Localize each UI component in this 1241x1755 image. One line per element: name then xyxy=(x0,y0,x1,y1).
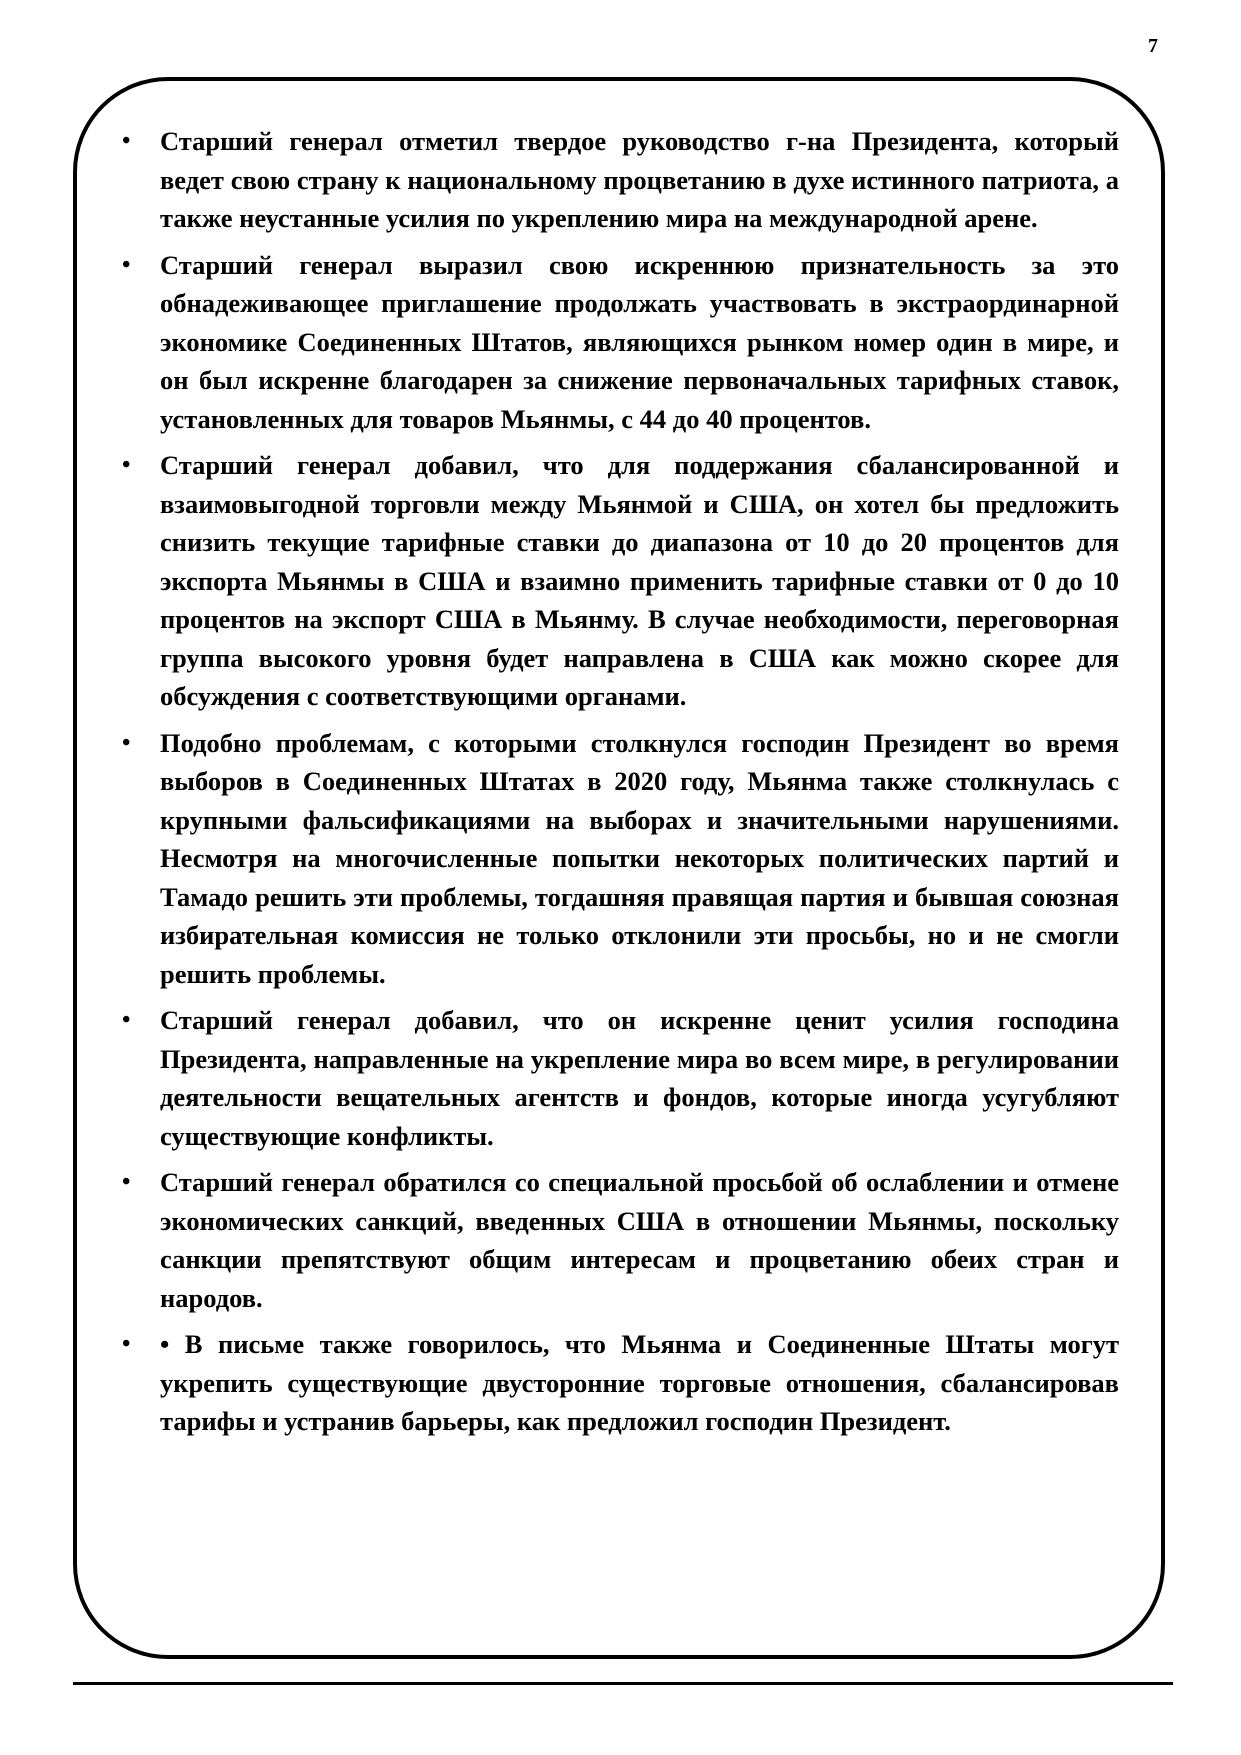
bullet-item: • Подобно проблемам, с которыми столкнулся господин Президент во время выборов в Соединенных Штатах в 2020 году, Мьянма также столкнулась с крупными фальсификациями на выборах и значительными нарушениями. Несмотря на многочисленные попытки некоторых политических партий и Тамадо решить эти проблемы, тогдашняя правящая партия и бывшая союзная избирательная комиссия не только отклонили эти просьбы, но и не смогли решить проблемы. xyxy=(160,724,1119,994)
bullet-list xyxy=(160,122,1119,1449)
bullet-item: • • В письме также говорилось, что Мьянма и Соединенные Штаты могут укрепить существующие двусторонние торговые отношения, сбалансировав тарифы и устранив барьеры, как предложил господин Президент. xyxy=(160,1325,1119,1441)
footer-divider xyxy=(73,1682,1173,1685)
bullet-item: • Старший генерал отметил твердое руководство г-на Президента, который ведет свою страну к национальному процветанию в духе истинного патриота, а также неустанные усилия по укреплению мира на международной арене. xyxy=(160,122,1119,238)
bullet-item: • Старший генерал обратился со специальной просьбой об ослаблении и отмене экономических санкций, введенных США в отношении Мьянмы, поскольку санкции препятствуют общим интересам и процветанию обеих стран и народов. xyxy=(160,1163,1119,1317)
bullet-item: • Старший генерал добавил, что для поддержания сбалансированной и взаимовыгодной торговли между Мьянмой и США, он хотел бы предложить снизить текущие тарифные ставки до диапазона от 10 до 20 процентов для экспорта Мьянмы в США и взаимно применить тарифные ставки от 0 до 10 процентов на экспорт США в Мьянму. В случае необходимости, переговорная группа высокого уровня будет направлена в США как можно скорее для обсуждения с соответствующими органами. xyxy=(160,446,1119,716)
page-number: 7 xyxy=(1148,35,1158,57)
bullet-item: • Старший генерал добавил, что он искренне ценит усилия господина Президента, направленные на укрепление мира во всем мире, в регулировании деятельности вещательных агентств и фондов, которые иногда усугубляют существующие конфликты. xyxy=(160,1001,1119,1155)
bullet-item: • Старший генерал выразил свою искреннюю признательность за это обнадеживающее приглашение продолжать участвовать в экстраординарной экономике Соединенных Штатов, являющихся рынком номер один в мире, и он был искренне благодарен за снижение первоначальных тарифных ставок, установленных для товаров Мьянмы, с 44 до 40 процентов. xyxy=(160,246,1119,439)
